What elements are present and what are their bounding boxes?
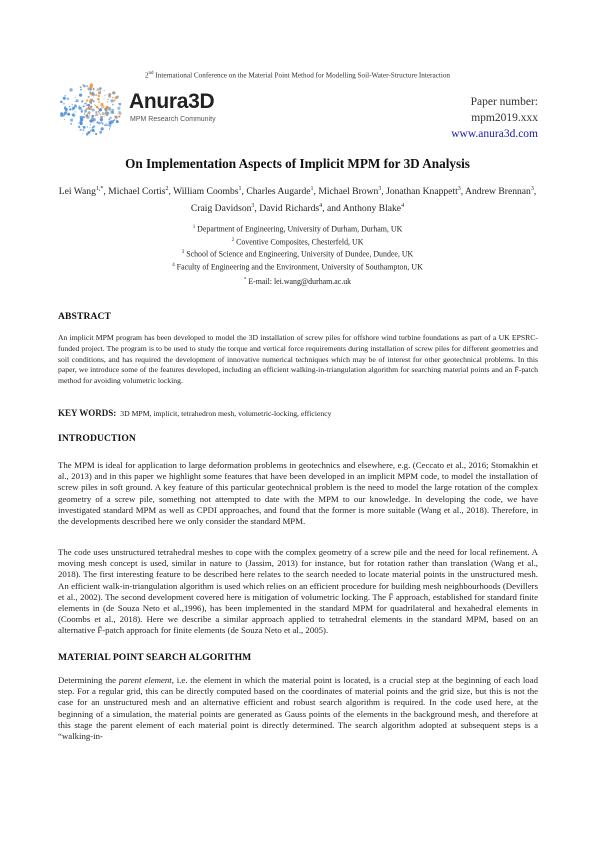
logo-dot [69, 108, 71, 110]
author-affiliation-marker: 1,* [95, 186, 104, 192]
logo-dot [93, 88, 95, 90]
paper-number-label: Paper number: [470, 96, 538, 108]
logo-dot [116, 96, 119, 99]
logo-dot [101, 127, 104, 130]
conference-name: International Conference on the Material Point Method for Modelling Soil-Water-Structure Interaction [153, 71, 451, 80]
introduction-heading: INTRODUCTION [58, 433, 136, 444]
logo-dot [81, 109, 83, 111]
logo-dot [86, 104, 88, 106]
author-name: Anthony Blake [342, 203, 402, 215]
logo-dot [108, 118, 110, 120]
author-affiliation-marker: 4 [319, 203, 323, 210]
logo-dot [80, 129, 82, 131]
logo-dot [107, 101, 108, 102]
affiliation-text: Department of Engineering, University of Durham, Durham, UK [195, 224, 403, 234]
logo-dot [98, 95, 101, 98]
paper-number: mpm2019.xxx [471, 112, 538, 124]
author-affiliation-marker: 3 [530, 186, 534, 192]
logo-dot [91, 106, 93, 108]
logo-dot [94, 104, 95, 105]
conference-ordinal: 2 [144, 71, 149, 80]
logo-dot [63, 97, 66, 100]
keywords-values: 3D MPM, implicit, tetrahedron mesh, volumetric-locking, efficiency [120, 409, 332, 418]
brand-name: Anura3D [129, 90, 215, 113]
logo-dot [109, 108, 111, 110]
logo-dot [108, 120, 111, 123]
logo-dot [72, 110, 73, 111]
logo-dot [75, 108, 76, 109]
logo-dot [85, 111, 86, 112]
logo-dot [67, 98, 70, 101]
affiliation-marker: 2 [231, 237, 235, 243]
affiliation-line [0, 247, 595, 260]
logo-dot [96, 106, 99, 109]
author-affiliation-marker: 3 [457, 186, 461, 192]
logo-dot [88, 96, 90, 98]
logo-dot [97, 88, 100, 91]
logo-dot [100, 116, 103, 119]
logo-dot [108, 93, 111, 96]
author-name: David Richards [259, 203, 320, 215]
author-name: Michael Brown [318, 186, 379, 198]
logo-dot [93, 122, 94, 123]
logo-dot [88, 107, 90, 109]
logo-dot [98, 112, 100, 114]
logo-dot [110, 117, 112, 119]
author-affiliation-marker: 1 [310, 186, 314, 192]
affiliation-text: Faculty of Engineering and the Environment, University of Southampton, UK [174, 262, 423, 272]
logo-dot [75, 111, 76, 112]
author-affiliation-marker: 3 [251, 203, 255, 210]
logo-dot [86, 133, 89, 136]
logo-dot [83, 117, 85, 119]
logo-dot [67, 113, 70, 116]
logo-dot [83, 105, 85, 107]
logo-dot [64, 95, 66, 97]
logo-dot [78, 126, 80, 128]
logo-dot [95, 105, 96, 106]
logo-dot [107, 124, 109, 126]
logo-dot [92, 109, 95, 112]
logo-dot [119, 112, 122, 115]
logo-dot [87, 104, 90, 107]
affiliation-line [0, 260, 595, 273]
logo-dot [60, 112, 63, 115]
affiliations [0, 222, 595, 273]
corresponding-email [0, 277, 595, 286]
affiliation-text: Coventive Composites, Chesterfeld, UK [234, 237, 364, 247]
logo-dot [116, 120, 119, 123]
logo-dot [98, 111, 99, 112]
logo-dot [98, 91, 101, 94]
logo-dot [100, 87, 101, 88]
author-affiliation-marker: 2 [165, 186, 169, 192]
logo-dot [92, 115, 94, 117]
logo-dot [93, 125, 95, 127]
search-algorithm-paragraph: Determining the parent element, i.e. the element in which the material point is located, is a crucial step at the beginning of each load step. For a regular grid, this can be directly computed based on the coordinates of material points and the grid size, but this is not the case for an unstructured mesh and an alternative efficient and robust search algorithm is required. In the code used here, at the beginning of a simulation, the material points are generated as Gauss points of the elements in the background mesh, and therefore at this stage the parent element of each material point is directly determined. The search algorithm adopted at subsequent steps is a “walking-in- [58, 675, 538, 742]
logo-dot [90, 124, 91, 125]
logo-dot [65, 110, 68, 113]
logo-dot [104, 90, 105, 91]
author-affiliation-marker: 3 [378, 186, 382, 192]
logo-dot [84, 103, 86, 105]
author-list: Lei Wang$^{1,*}$, Michael Cortis$^2$, William Coombs$^1$, Charles Augarde$^1$, Michael Brown$^3$, Jonathan Knappett$^3$, Andrew Brennan$^3$, Craig Davidson$^3$, David Richards$^4$, and Anthony Blake$^4$ [58, 186, 537, 215]
logo-dot [80, 116, 83, 119]
logo-dot [82, 133, 83, 134]
logo-dot [117, 107, 120, 110]
logo-dot [69, 106, 71, 108]
website-link[interactable]: www.anura3d.com [451, 128, 538, 140]
author-name: Andrew Brennan [465, 186, 531, 198]
logo-dot [74, 104, 77, 107]
logo-dot [80, 122, 83, 125]
logo-dot [90, 103, 92, 105]
logo-dot [98, 101, 100, 103]
logo-dot [92, 93, 95, 96]
logo-dot [106, 114, 108, 116]
introduction-paragraph-1: The MPM is ideal for application to large deformation problems in geotechnics and elsewhere, e.g. (Ceccato et al., 2016; Stomakhin et al., 2013) and in this paper we highlight some features that have been developed in an implicit MPM code, to model the installation of screw piles in soft ground. A key feature of this particular geotechnical problem is the need to model the large rotation of the complex geometry of a screw pile, something not attempted to date with the MPM to our knowledge. In developing the code, we have investigated standard MPM as well as CPDI approaches, and found that the former is more suitable (Wang et al., 2018). Therefore, in the developments described here we only consider the standard MPM. [58, 460, 538, 527]
logo-dot [99, 131, 102, 134]
abstract-heading: ABSTRACT [58, 311, 112, 322]
logo-dot [90, 88, 92, 90]
logo-dot [91, 115, 92, 116]
logo-dot [91, 117, 94, 120]
logo-dot [117, 116, 118, 117]
paper-number-block [451, 94, 538, 142]
author-affiliation-marker: 1 [238, 186, 242, 192]
logo-dot [64, 119, 65, 120]
affiliation-line [0, 235, 595, 248]
conference-ordinal-suffix: nd [148, 71, 154, 76]
affiliation-marker: 4 [172, 262, 175, 268]
logo-dot [80, 89, 82, 91]
logo-dot [112, 91, 115, 94]
logo-dot [100, 114, 101, 115]
logo-dot [89, 93, 90, 94]
logo-dot [76, 99, 79, 102]
author-name: Michael Cortis [108, 186, 166, 198]
anura3d-logo-icon [58, 79, 128, 139]
author-name: Craig Davidson [190, 203, 252, 215]
logo-dot [63, 103, 65, 105]
logo-dot [96, 112, 98, 114]
logo-dot [97, 98, 100, 101]
logo-dot [83, 84, 85, 86]
logo-dot [111, 109, 114, 112]
logo-dot [71, 104, 73, 106]
logo-dot [83, 126, 86, 129]
logo-dot [78, 107, 81, 110]
logo-dot [98, 122, 101, 125]
logo-dot [69, 88, 72, 91]
logo-dot [109, 126, 111, 128]
logo-dot [101, 121, 103, 123]
logo-dot [95, 94, 97, 96]
logo-dot [80, 86, 82, 88]
logo-dot [104, 115, 105, 116]
logo-dot [95, 133, 97, 135]
logo-dot [90, 83, 93, 86]
logo-dot [87, 126, 88, 127]
logo-dot [70, 123, 72, 125]
logo-dot [60, 101, 63, 104]
search-algorithm-heading: MATERIAL POINT SEARCH ALGORITHM [58, 652, 252, 663]
logo-dot [87, 113, 88, 114]
author-name: Charles Augarde [246, 186, 311, 198]
affiliation-marker: 1 [192, 225, 196, 230]
logo-dot [112, 97, 114, 99]
author-name: William Coombs [173, 186, 239, 198]
email-marker: * [243, 277, 247, 283]
abstract-text: An implicit MPM program has been developed to model the 3D installation of screw piles for offshore wind turbine foundations as part of a UK EPSRC-funded project. The program is to be used to study the torque and vertical force requirements during installation of screw piles for different geometries and soil conditions, and has required the development of innovative numerical techniques which may be of interest for other geotechnical problems. In this paper, we introduce some of the features developed, including an efficient walking-in-triangulation algorithm for searching material points and an F̄-patch method for avoiding volumetric locking. [58, 333, 538, 386]
logo-dot [113, 113, 115, 115]
logo-dot [81, 101, 83, 103]
paper-title: On Implementation Aspects of Implicit MPM for 3D Analysis [125, 156, 470, 171]
logo-dot [86, 99, 88, 101]
logo-dot [106, 94, 107, 95]
keywords-label: KEY WORDS: [58, 408, 117, 418]
logo-dot [89, 99, 92, 102]
logo-dot [86, 85, 88, 87]
logo-dot [119, 104, 120, 105]
author-name: Lei Wang [58, 186, 96, 198]
logo-dot [89, 127, 90, 128]
logo-dot [105, 109, 107, 111]
email-text: E-mail: lei.wang@durham.ac.uk [246, 277, 352, 286]
logo-dot [104, 95, 105, 96]
author-name: Jonathan Knappett [386, 186, 458, 198]
logo-dot [112, 104, 114, 106]
logo-dot [84, 113, 86, 115]
logo-dot [82, 129, 84, 131]
logo-dot [113, 99, 116, 102]
affiliation-line [0, 222, 595, 235]
logo-dot [79, 94, 80, 95]
logo-dot [87, 116, 90, 119]
logo-dot [113, 119, 115, 121]
logo-dot [115, 116, 118, 119]
logo-dot [64, 106, 66, 108]
keywords-line [58, 408, 331, 418]
logo-dot [118, 103, 119, 104]
logo-dot [72, 114, 75, 117]
logo-dot [117, 113, 118, 114]
logo-dot [89, 91, 91, 93]
affiliation-text: School of Science and Engineering, University of Dundee, Dundee, UK [184, 249, 414, 259]
introduction-paragraph-2: The code uses unstructured tetrahedral meshes to cope with the complex geometry of a screw pile and the need for local refinement. A moving mesh concept is used, similar in nature to (Jassim, 2013) for instance, but for rotation rather than translation (Wang et al., 2018). The first interesting feature to be described here relates to the search needed to locate material points in the unstructured mesh. An efficient walk-in-triangulation algorithm is used which relies on an efficient procedure for building mesh neighbourhoods (Devillers et al., 2002). The second development covered here is mitigation of volumetric locking. The F̄ approach, established for standard finite elements in (de Souza Neto et al.,1996), has been implemented in the standard MPM for quadrilateral and hexahedral elements in (Coombs et al., 2018). Here we describe a similar approach applied to tetrahedral elements in the standard MPM, based on an alternative F̄-patch approach for finite elements (de Souza Neto et al., 2005). [58, 547, 538, 636]
logo-dot [89, 114, 90, 115]
logo-dot [109, 128, 110, 129]
logo-dot [103, 98, 104, 99]
author-affiliation-marker: 4 [401, 203, 405, 210]
logo-dot [92, 129, 95, 132]
logo-dot [95, 115, 97, 117]
logo-dot [88, 111, 91, 114]
logo-dot [75, 97, 76, 98]
logo-dot [100, 90, 101, 91]
logo-dot [99, 108, 102, 111]
brand-subtitle: MPM Research Community [130, 116, 216, 123]
logo-dot [107, 99, 108, 100]
logo-dot [101, 105, 104, 108]
parent-element-term: parent element [118, 675, 172, 685]
logo-dot [90, 130, 92, 132]
logo-dot [70, 119, 73, 122]
affiliation-marker: 3 [181, 250, 185, 256]
logo-dot [115, 93, 116, 94]
logo-dot [102, 112, 105, 115]
